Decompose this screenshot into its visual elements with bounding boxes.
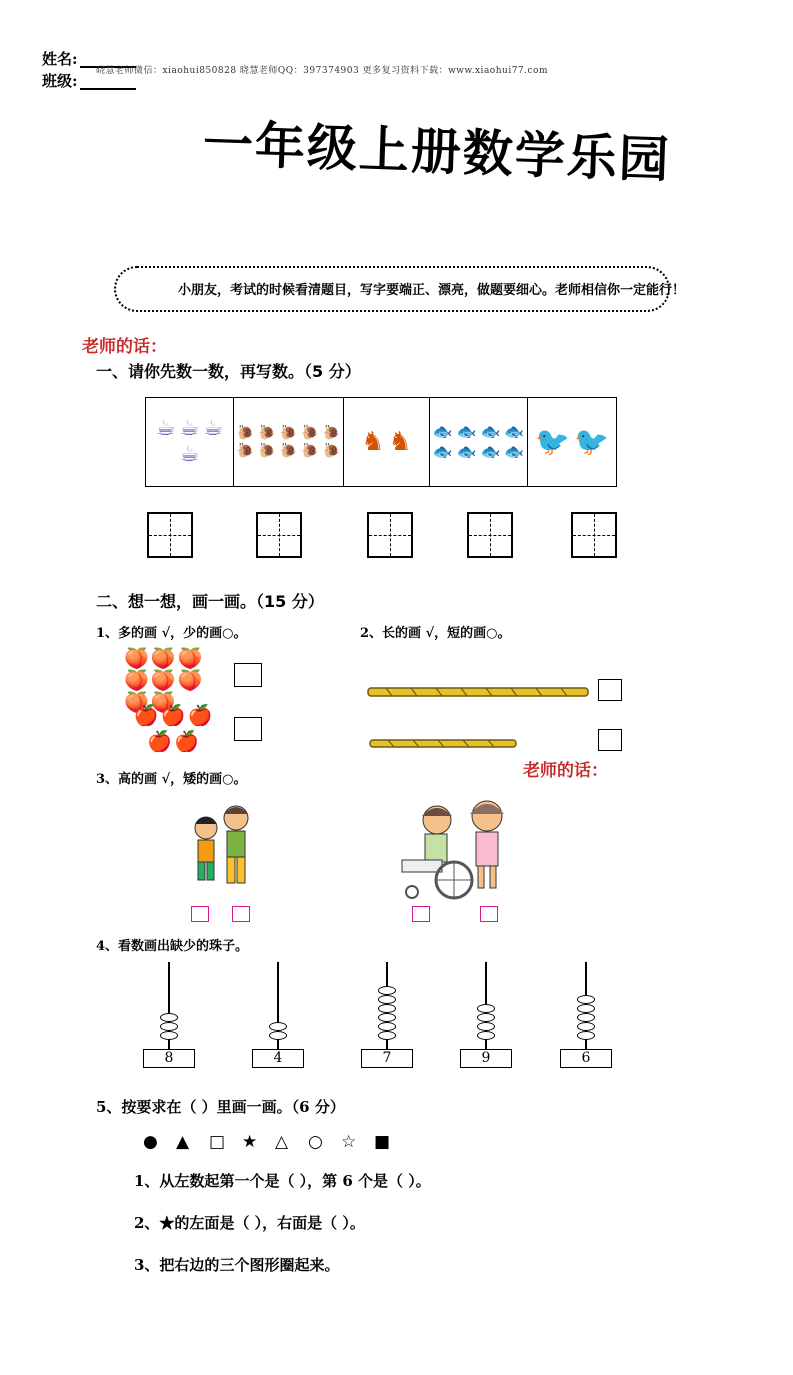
q2-answer-box-2[interactable] bbox=[598, 729, 622, 751]
abacus-number-label: 8 bbox=[143, 1049, 195, 1068]
abacus-rod bbox=[485, 962, 487, 1049]
picture-cell-4 bbox=[430, 398, 528, 486]
peach-icon: 🍑 bbox=[177, 646, 203, 670]
abacus-rod bbox=[585, 962, 587, 1049]
shape-row bbox=[143, 1132, 407, 1152]
snail-icon: 🐌 bbox=[258, 425, 276, 441]
fish-icon: 🐟 bbox=[504, 442, 525, 461]
abacus-bead bbox=[577, 1022, 595, 1031]
short-rope bbox=[368, 737, 520, 751]
shape-symbol: ★ bbox=[242, 1132, 258, 1152]
rocking-horse-icon: ♞ bbox=[361, 427, 385, 457]
apples-group bbox=[128, 705, 218, 755]
abacus-rod bbox=[386, 962, 388, 1049]
teacher-words-label-2: 老师的话： bbox=[523, 761, 608, 781]
picture-cell-1 bbox=[146, 398, 234, 486]
snail-icon: 🐌 bbox=[236, 425, 255, 441]
apple-icon: 🍎 bbox=[160, 703, 186, 727]
abacus-bead bbox=[160, 1013, 178, 1022]
abacus-bead bbox=[477, 1004, 495, 1013]
section5-heading: 5、按要求在（ ）里画一画。（6 分） bbox=[96, 1098, 345, 1116]
abacus-bead bbox=[577, 1031, 595, 1040]
fish-icon: 🐟 bbox=[432, 442, 453, 461]
page-title: 一年级上册数学乐园 bbox=[201, 114, 672, 190]
shape-symbol: ☆ bbox=[341, 1132, 357, 1152]
apple-icon: 🍎 bbox=[174, 729, 199, 753]
cup-icon: ☕ bbox=[179, 442, 200, 467]
section2-heading: 二、想一想，画一画。（15 分） bbox=[96, 592, 324, 611]
abacus-bead bbox=[269, 1022, 287, 1031]
shape-symbol: □ bbox=[209, 1132, 226, 1152]
apple-icon: 🍎 bbox=[187, 703, 213, 727]
snail-icon: 🐌 bbox=[279, 425, 298, 441]
abacus-bead bbox=[269, 1031, 287, 1040]
peach-icon: 🍑 bbox=[150, 646, 176, 670]
cup-icon: ☕ bbox=[155, 416, 176, 441]
peach-icon: 🍑 bbox=[177, 668, 203, 692]
q1-answer-box-2[interactable] bbox=[234, 717, 262, 741]
q3-answer-box-3[interactable] bbox=[412, 906, 430, 922]
fish-icon: 🐟 bbox=[456, 442, 477, 461]
abacus-number-label: 7 bbox=[361, 1049, 413, 1068]
cup-icon: ☕ bbox=[203, 416, 224, 441]
snail-icon: 🐌 bbox=[258, 443, 276, 459]
peach-icon: 🍑 bbox=[150, 690, 176, 714]
s5-q1-text: 1、从左数起第一个是（ ），第 6 个是（ ）。 bbox=[134, 1172, 431, 1190]
abacus-bead bbox=[577, 995, 595, 1004]
counting-pictures bbox=[145, 397, 617, 487]
s5-q3-text: 3、把右边的三个图形圈起来。 bbox=[134, 1256, 340, 1274]
shape-symbol: ▲ bbox=[176, 1132, 190, 1152]
abacus-bead bbox=[378, 1004, 396, 1013]
peach-icon: 🍑 bbox=[150, 668, 176, 692]
q2-answer-box-1[interactable] bbox=[598, 679, 622, 701]
picture-cell-2 bbox=[234, 398, 344, 486]
bird-icon: 🐦 bbox=[535, 425, 570, 458]
abacus-bead bbox=[378, 1022, 396, 1031]
abacus-bead bbox=[378, 1013, 396, 1022]
peach-icon: 🍑 bbox=[124, 646, 149, 670]
q1-answer-box-1[interactable] bbox=[234, 663, 262, 687]
abacus-bead bbox=[378, 1031, 396, 1040]
abacus-number-label: 6 bbox=[560, 1049, 612, 1068]
abacus-bead bbox=[160, 1022, 178, 1031]
abacus-bead bbox=[477, 1013, 495, 1022]
peach-icon: 🍑 bbox=[124, 668, 149, 692]
picture-cell-3 bbox=[344, 398, 430, 486]
two-boys-picture bbox=[186, 800, 258, 890]
abacus-bead bbox=[477, 1031, 495, 1040]
class-field[interactable] bbox=[80, 74, 136, 90]
tip-text: 小朋友，考试的时候看清题目，写字要端正、漂亮，做题要细心。老师相信你一定能行！ bbox=[178, 283, 686, 298]
bird-icon: 🐦 bbox=[574, 425, 609, 458]
s5-q2-text: 2、★的左面是（ ），右面是（ ）。 bbox=[134, 1214, 365, 1232]
rocking-horse-icon: ♞ bbox=[388, 427, 412, 457]
q4-text: 4、看数画出缺少的珠子。 bbox=[96, 939, 249, 954]
peaches-group bbox=[124, 646, 222, 714]
shape-symbol: ● bbox=[143, 1132, 158, 1152]
snail-icon: 🐌 bbox=[236, 443, 255, 459]
abacus-number-label: 4 bbox=[252, 1049, 304, 1068]
abacus-rod bbox=[277, 962, 279, 1049]
abacus-bead bbox=[577, 1013, 595, 1022]
abacus-rod bbox=[168, 962, 170, 1049]
watermark-text: 晓慧老师微信：xiaohui850828 晓慧老师QQ：397374903 更多复习资料下载：www.xiaohui77.com bbox=[96, 66, 548, 76]
q3-text: 3、高的画 √，矮的画○。 bbox=[96, 772, 247, 787]
fish-icon: 🐟 bbox=[480, 442, 501, 461]
q3-answer-box-2[interactable] bbox=[232, 906, 250, 922]
answer-box-5[interactable] bbox=[571, 512, 617, 558]
snail-icon: 🐌 bbox=[279, 443, 298, 459]
picture-cell-5 bbox=[528, 398, 616, 486]
answer-box-4[interactable] bbox=[467, 512, 513, 558]
long-rope bbox=[366, 684, 592, 700]
abacus-number-label: 9 bbox=[460, 1049, 512, 1068]
fish-icon: 🐟 bbox=[456, 422, 477, 441]
abacus-bead bbox=[577, 1004, 595, 1013]
q1-text: 1、多的画 √，少的画○。 bbox=[96, 626, 247, 641]
answer-box-1[interactable] bbox=[147, 512, 193, 558]
fish-icon: 🐟 bbox=[504, 422, 525, 441]
name-label: 姓名: bbox=[42, 50, 78, 68]
answer-box-2[interactable] bbox=[256, 512, 302, 558]
fish-icon: 🐟 bbox=[480, 422, 501, 441]
abacus-bead bbox=[160, 1031, 178, 1040]
abacus-bead bbox=[378, 986, 396, 995]
q3-answer-box-4[interactable] bbox=[480, 906, 498, 922]
wheelchair-picture bbox=[392, 794, 522, 904]
shape-symbol: △ bbox=[275, 1132, 289, 1152]
apple-icon: 🍎 bbox=[147, 729, 172, 753]
q2-text: 2、长的画 √，短的画○。 bbox=[360, 626, 511, 641]
shape-symbol: ○ bbox=[308, 1132, 323, 1152]
section1-heading: 一、请你先数一数，再写数。（5 分） bbox=[96, 362, 361, 381]
fish-icon: 🐟 bbox=[432, 422, 453, 441]
abacus-bead bbox=[378, 995, 396, 1004]
snail-icon: 🐌 bbox=[322, 425, 341, 441]
teacher-words-label: 老师的话： bbox=[82, 337, 167, 357]
snail-icon: 🐌 bbox=[301, 443, 319, 459]
snail-icon: 🐌 bbox=[322, 443, 341, 459]
answer-box-3[interactable] bbox=[367, 512, 413, 558]
abacus-bead bbox=[477, 1022, 495, 1031]
peach-icon: 🍑 bbox=[124, 690, 149, 714]
q3-answer-box-1[interactable] bbox=[191, 906, 209, 922]
apple-icon: 🍎 bbox=[133, 703, 159, 727]
shape-symbol: ■ bbox=[374, 1132, 391, 1152]
class-label: 班级: bbox=[42, 72, 78, 90]
cup-icon: ☕ bbox=[179, 416, 200, 441]
snail-icon: 🐌 bbox=[301, 425, 319, 441]
